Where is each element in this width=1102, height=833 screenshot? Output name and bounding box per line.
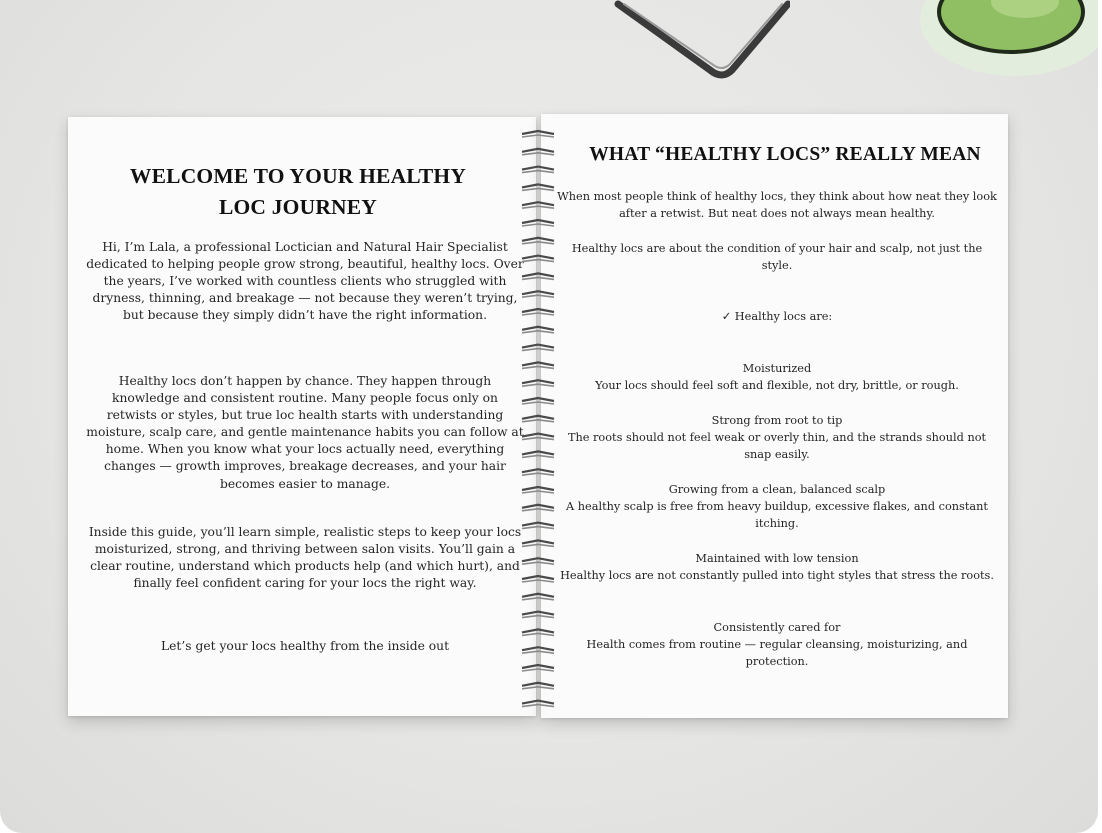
item-heading: Consistently cared for: [713, 621, 841, 634]
spiral-coil: [522, 184, 554, 190]
spiral-coil: [522, 523, 554, 529]
item-text: Health comes from routine — regular cleansing, moisturizing, and protection.: [586, 638, 968, 668]
checklist-item: [555, 412, 999, 463]
spiral-coil: [522, 451, 554, 457]
left-page-title: WELCOME TO YOUR HEALTHY LOC JOURNEY: [129, 164, 467, 219]
spiral-coil: [522, 594, 554, 600]
checklist-item: [555, 550, 999, 584]
checklist-item: [555, 619, 999, 670]
checklist-item: [555, 360, 999, 394]
spiral-coil: [522, 701, 554, 707]
right-page: [541, 114, 1008, 718]
spiral-coil: [522, 505, 554, 511]
item-text: The roots should not feel weak or overly thin, and the strands should not snap easily.: [567, 431, 987, 461]
spiral-coil: [522, 612, 554, 618]
spiral-coil: [522, 167, 554, 173]
spiral-coil: [522, 576, 554, 582]
spiral-coil: [522, 273, 554, 279]
spiral-coil: [522, 683, 554, 689]
spiral-coil: [522, 398, 554, 404]
item-heading: Maintained with low tension: [695, 552, 859, 565]
spiral-coil: [522, 665, 554, 671]
closing-line: Let’s get your locs healthy from the inside out: [160, 639, 450, 653]
spiral-coil: [522, 558, 554, 564]
spiral-coil: [522, 629, 554, 635]
spiral-coil: [522, 327, 554, 333]
item-heading: Growing from a clean, balanced scalp: [668, 483, 886, 496]
spiral-binding: [520, 125, 556, 715]
intro-paragraph: Hi, I’m Lala, a professional Loctician and Natural Hair Specialist dedicated to helping people grow strong, beautiful, healthy locs. Over the years, I’ve worked with countless clients who struggled with dryness, thinning, and breakage — not because they weren’t trying, but because they simply didn’t have the right information.: [86, 240, 524, 323]
spiral-coil: [522, 487, 554, 493]
spiral-coil: [522, 469, 554, 475]
right-page-title: WHAT “HEALTHY LOCS” REALLY MEAN: [589, 144, 981, 165]
routine-paragraph: Healthy locs don’t happen by chance. They happen through knowledge and consistent routine. Many people focus only on retwists or styles, but true loc health starts with understanding moisture, scalp care, and gentle maintenance habits you can follow at home. When you know what your locs actually need, everything changes — growth improves, breakage decreases, and your hair becomes easier to manage.: [86, 374, 524, 491]
item-text: Healthy locs are not constantly pulled into tight styles that stress the roots.: [560, 569, 994, 582]
guide-paragraph: Inside this guide, you’ll learn simple, realistic steps to keep your locs moisturized, strong, and thriving between salon visits. You’ll gain a clear routine, understand which products help (and which hurt), and finally feel confident caring for your locs the right way.: [88, 525, 522, 591]
spiral-coil: [522, 416, 554, 422]
right-intro-2: Healthy locs are about the condition of your hair and scalp, not just the style.: [571, 242, 983, 272]
spiral-coil: [522, 647, 554, 653]
spiral-coil: [522, 220, 554, 226]
spiral-coil: [522, 380, 554, 386]
eyeglasses: [610, 0, 790, 85]
green-glass: [915, 0, 1098, 80]
checklist-heading: ✓ Healthy locs are:: [721, 310, 833, 323]
spiral-coil: [522, 362, 554, 368]
spiral-coil: [522, 256, 554, 262]
spiral-coil: [522, 345, 554, 351]
item-heading: Moisturized: [742, 362, 812, 375]
item-heading: Strong from root to tip: [711, 414, 843, 427]
checklist-item: [555, 481, 999, 532]
spiral-coil: [522, 149, 554, 155]
spiral-coil: [522, 291, 554, 297]
spiral-coil: [522, 238, 554, 244]
item-text: A healthy scalp is free from heavy buildup, excessive flakes, and constant itching.: [566, 500, 988, 530]
spiral-coil: [522, 309, 554, 315]
right-intro: When most people think of healthy locs, they think about how neat they look after a retwist. But neat does not always mean healthy.: [557, 190, 997, 220]
spiral-coil: [522, 131, 554, 137]
item-text: Your locs should feel soft and flexible, not dry, brittle, or rough.: [595, 379, 959, 392]
spiral-coil: [522, 540, 554, 546]
spiral-coil: [522, 202, 554, 208]
spiral-coil: [522, 434, 554, 440]
left-page: [68, 117, 536, 716]
